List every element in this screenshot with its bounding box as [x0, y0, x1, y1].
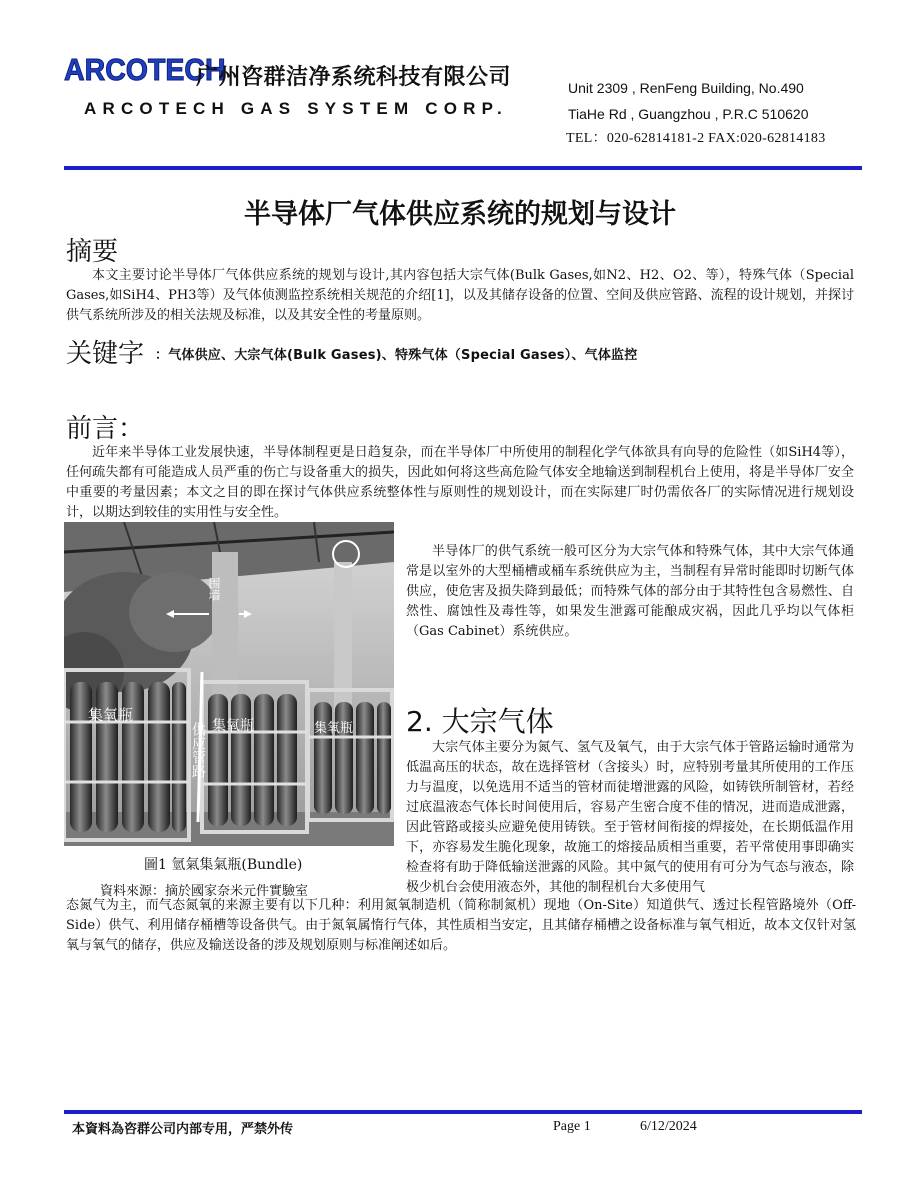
section-2-paragraph-a: 大宗气体主要分为氮气、氢气及氧气，由于大宗气体于管路运输时通常为低温高压的状态，故在选择管材（含接头）时，应特别考量其所使用的工作压力与温度，以免选用不适当的管材而徒增泄露的风险，如铸铁所制管材，若经过底温液态气体长时间使用后，容易产生密合度不佳的情况，进而造成泄露，因此管路或接头应避免使用铸铁。至于管材间衔接的焊接处，在长期低温作用下，亦容易发生脆化现象，故施工的熔接品质相当重要，若平常使用事即确实检查将有助于降低输送泄露的风险。其中氮气的使用有可分为气态与液态，除极少机台会使用液态外，其他的制程机台大多使用气	[406, 740, 854, 895]
document-title: 半导体厂气体供应系统的规划与设计	[244, 199, 676, 230]
confidential-notice: 本資料為咨群公司内部专用，严禁外传	[72, 1122, 294, 1137]
gas-bundle-photo	[64, 522, 394, 846]
photo-label-bundle-2: 集氧瓶	[212, 718, 254, 734]
figure-caption: 圖1 氫氣集氣瓶(Bundle)	[144, 857, 303, 873]
photo-label-bundle-3: 集氧瓶	[314, 721, 354, 736]
preface-paragraph: 近年来半导体工业发展快速，半导体制程更是日趋复杂，而在半导体厂中所使用的制程化学气体欲具有向导的危险性（如SiH4等），任何疏失都有可能造成人员严重的伤亡与设备重大的损失，因此如何将这些高危险气体安全地输送到制程机台上使用，将是半导体厂安全中重要的考量因素；本文之目的即在探讨气体供应系统整体性与原则性的规划设计，而在实际建厂时仍需依各厂的实际情况进行规划设计，以期达到较佳的实用性与安全性。	[66, 445, 854, 520]
abstract-heading: 摘要	[66, 237, 119, 267]
tel-fax: TEL：020-62814181-2 FAX:020-62814183	[566, 131, 826, 146]
page-number: Page 1	[553, 1119, 591, 1134]
company-name-en: ARCOTECH GAS SYSTEM CORP.	[84, 99, 508, 118]
footer-rule	[64, 1110, 862, 1114]
section-2-paragraph-b: 态氮气为主，而气态氮氧的来源主要有以下几种：利用氮氧制造机（简称制氮机）现地（On-Site）知道供气、透过长程管路境外（Off-Side）供气、利用储存桶槽等设备供气。由于氮氧属惰行气体，其性质相当安定，且其储存桶槽之设备标准与氧气相近，故本文仅针对氢氧与氧气的储存，供应及输送设备的涉及规划原则与标准阐述如后。	[66, 898, 856, 953]
address-line-1: Unit 2309 , RenFeng Building, No.490	[568, 80, 804, 96]
company-name-cn: 广州咨群洁净系统科技有限公司	[196, 65, 512, 90]
footer-date: 6/12/2024	[640, 1119, 697, 1134]
photo-label-bundle-1: 集氧瓶	[88, 706, 134, 724]
address-line-2: TiaHe Rd , Guangzhou , P.R.C 510620	[568, 106, 809, 122]
keywords-text: ：气体供应、大宗气体(Bulk Gases)、特殊气体（Special Gases）、气体监控	[155, 348, 638, 363]
company-logo: ARCOTECH	[64, 52, 226, 87]
preface-heading: 前言：	[66, 414, 145, 444]
supply-system-paragraph: 半导体厂的供气系统一般可区分为大宗气体和特殊气体，其中大宗气体通常是以室外的大型桶槽或桶车系统供应为主，当制程有异常时能即时切断气体供应，使危害及损失降到最低；而特殊气体的部分由于其特性包含易燃性、自然性、腐蚀性及毒性等，如果发生泄露可能酿成灾祸，因此几乎均以气体柜（Gas Cabinet）系统供应。	[406, 544, 854, 639]
photo-label-pipe: 供应管路	[190, 722, 206, 778]
photo-label-wall: 围墙	[207, 577, 221, 601]
keywords-heading: 关键字	[66, 339, 145, 369]
figure-source: 資料來源：摘於國家奈米元件實驗室	[100, 884, 309, 899]
abstract-paragraph: 本文主要讨论半导体厂气体供应系统的规划与设计,其内容包括大宗气体(Bulk Gases,如N2、H2、O2、等），特殊气体（Special Gases,如SiH4、PH3等）及气体侦测监控系统相关规范的介绍[1]，以及其储存设备的位置、空间及供应管路、流程的设计规划，并探讨供气系统所涉及的相关法规及标准，以及其安全性的考量原则。	[66, 268, 854, 323]
section-2-heading: 2. 大宗气体	[406, 705, 554, 738]
header-rule	[64, 166, 862, 170]
